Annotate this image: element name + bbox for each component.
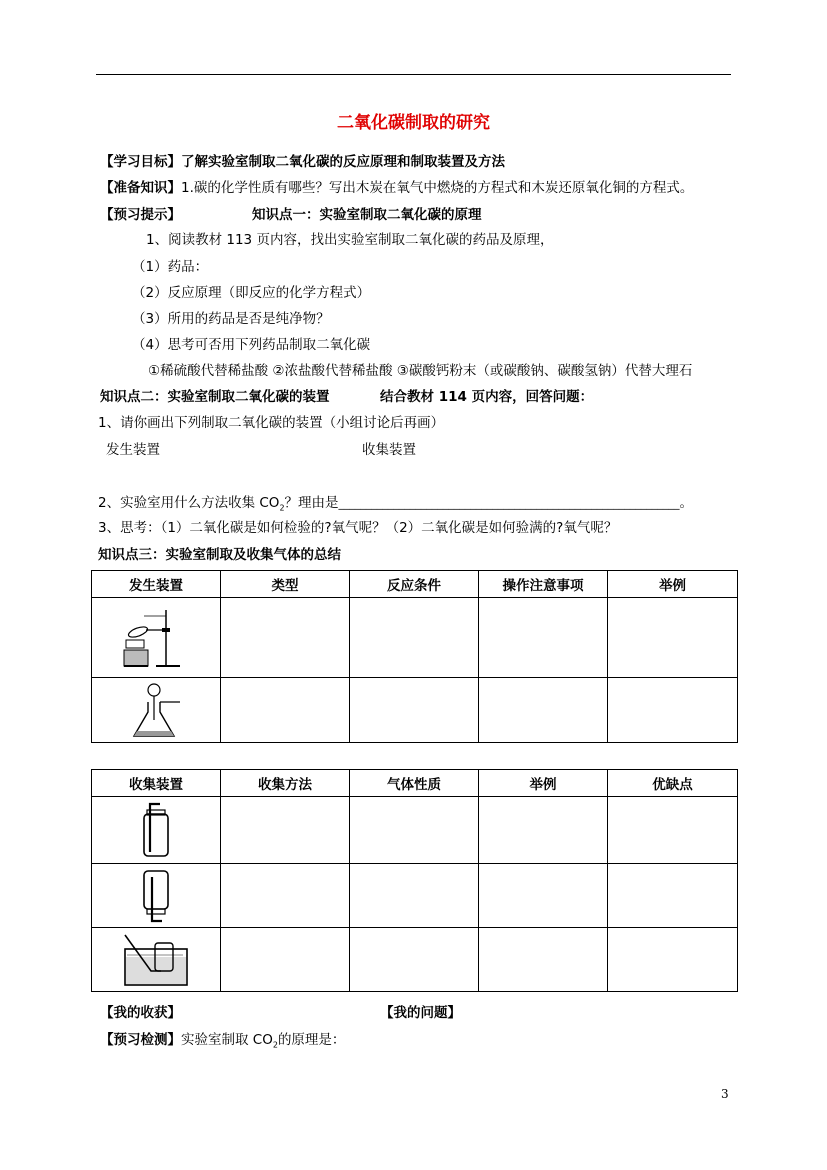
point2-hint: 结合教材 114 页内容，回答问题： (380, 389, 594, 405)
goal-label: 【学习目标】 (100, 154, 181, 170)
q1-item-3: （3）所用的药品是否是纯净物？ (132, 311, 330, 327)
table-cell[interactable] (350, 797, 479, 864)
prep-label: 【准备知识】 (100, 180, 181, 196)
point2-line (100, 385, 594, 405)
q1-alternatives: ①稀硫酸代替稀盐酸 ②浓盐酸代替稀盐酸 ③碳酸钙粉末（或碳酸钠、碳酸氢钠）代替大理石 (148, 363, 693, 379)
p2-q2 (98, 491, 693, 513)
p2-q2-end: 。 (679, 495, 694, 511)
page-number: 3 (721, 1087, 729, 1101)
prep-text: 1.碳的化学性质有哪些？写出木炭在氧气中燃烧的方程式和木炭还原氧化铜的方程式。 (181, 180, 694, 196)
table-cell[interactable] (221, 928, 350, 992)
downward-air-displacement-image (92, 864, 221, 928)
table-cell[interactable] (221, 598, 350, 678)
solid-liquid-flask-image (92, 678, 221, 743)
table-header-cell: 收集方法 (221, 770, 350, 797)
check-pre: 实验室制取 CO (181, 1032, 273, 1048)
table-header-cell: 优缺点 (608, 770, 738, 797)
point2-heading: 知识点二：实验室制取二氧化碳的装置 (100, 389, 330, 405)
answer-blank[interactable]: ______________________________________________________________ (338, 497, 680, 510)
check-post: 的原理是： (277, 1032, 346, 1048)
p2-q2-pre: 2、实验室用什么方法收集 CO (98, 495, 280, 511)
point3-heading: 知识点三：实验室制取及收集气体的总结 (98, 547, 341, 563)
table-row (92, 797, 738, 864)
table-cell[interactable] (608, 598, 738, 678)
check-label: 【预习检测】 (100, 1032, 181, 1048)
page-title: 二氧化碳制取的研究 (337, 113, 490, 133)
gain-label: 【我的收获】 (100, 1005, 181, 1021)
table-header-cell: 发生装置 (92, 571, 221, 598)
table-header-cell: 举例 (608, 571, 738, 598)
table-cell[interactable] (221, 864, 350, 928)
table-row (92, 928, 738, 992)
prep-line (100, 176, 693, 196)
table-header-cell: 收集装置 (92, 770, 221, 797)
table-header-cell: 反应条件 (350, 571, 479, 598)
collection-table (91, 769, 738, 992)
table-cell[interactable] (479, 864, 608, 928)
table-cell[interactable] (608, 928, 738, 992)
table-header-cell: 类型 (221, 571, 350, 598)
p2-q1: 1、请你画出下列制取二氧化碳的装置（小组讨论后再画） (98, 415, 445, 431)
table-cell[interactable] (350, 678, 479, 743)
table-cell[interactable] (350, 928, 479, 992)
table-header-row (92, 770, 738, 797)
collection-label: 收集装置 (362, 442, 416, 458)
goal-line (100, 150, 505, 170)
table-cell[interactable] (479, 678, 608, 743)
table-cell[interactable] (608, 864, 738, 928)
q1-item-2: （2）反应原理（即反应的化学方程式） (132, 285, 371, 301)
table-row (92, 864, 738, 928)
table-cell[interactable] (221, 678, 350, 743)
table-header-row (92, 571, 738, 598)
q1-item-4: （4）思考可否用下列药品制取二氧化碳 (132, 337, 371, 353)
p2-q2-post: ？理由是 (284, 495, 339, 511)
table-cell[interactable] (479, 928, 608, 992)
upward-air-displacement-image (92, 797, 221, 864)
point1-heading: 知识点一：实验室制取二氧化碳的原理 (252, 207, 482, 223)
table-header-cell: 气体性质 (350, 770, 479, 797)
preview-label: 【预习提示】 (100, 207, 181, 223)
p2-q2-sub: 2 (279, 503, 285, 513)
table-cell[interactable] (221, 797, 350, 864)
table-cell[interactable] (608, 678, 738, 743)
q1-item-1: （1）药品： (132, 259, 209, 275)
generation-table (91, 570, 738, 743)
table-cell[interactable] (350, 864, 479, 928)
check-line (100, 1028, 345, 1050)
preview-line (100, 203, 482, 223)
table-header-cell: 操作注意事项 (479, 571, 608, 598)
header-rule (96, 74, 731, 75)
q1-text: 1、阅读教材 113 页内容，找出实验室制取二氧化碳的药品及原理， (146, 232, 554, 248)
p2-q3: 3、思考：（1）二氧化碳是如何检验的?氧气呢？（2）二氧化碳是如何验满的?氧气呢？ (98, 520, 618, 536)
table-cell[interactable] (479, 598, 608, 678)
table-cell[interactable] (350, 598, 479, 678)
generation-label: 发生装置 (106, 442, 160, 458)
question-label: 【我的问题】 (380, 1005, 461, 1021)
table-cell[interactable] (608, 797, 738, 864)
table-cell[interactable] (479, 797, 608, 864)
check-sub: 2 (272, 1040, 278, 1050)
table-row (92, 598, 738, 678)
goal-text: 了解实验室制取二氧化碳的反应原理和制取装置及方法 (181, 154, 505, 170)
water-displacement-image (92, 928, 221, 992)
solid-heating-apparatus-image (92, 598, 221, 678)
table-header-cell: 举例 (479, 770, 608, 797)
table-row (92, 678, 738, 743)
